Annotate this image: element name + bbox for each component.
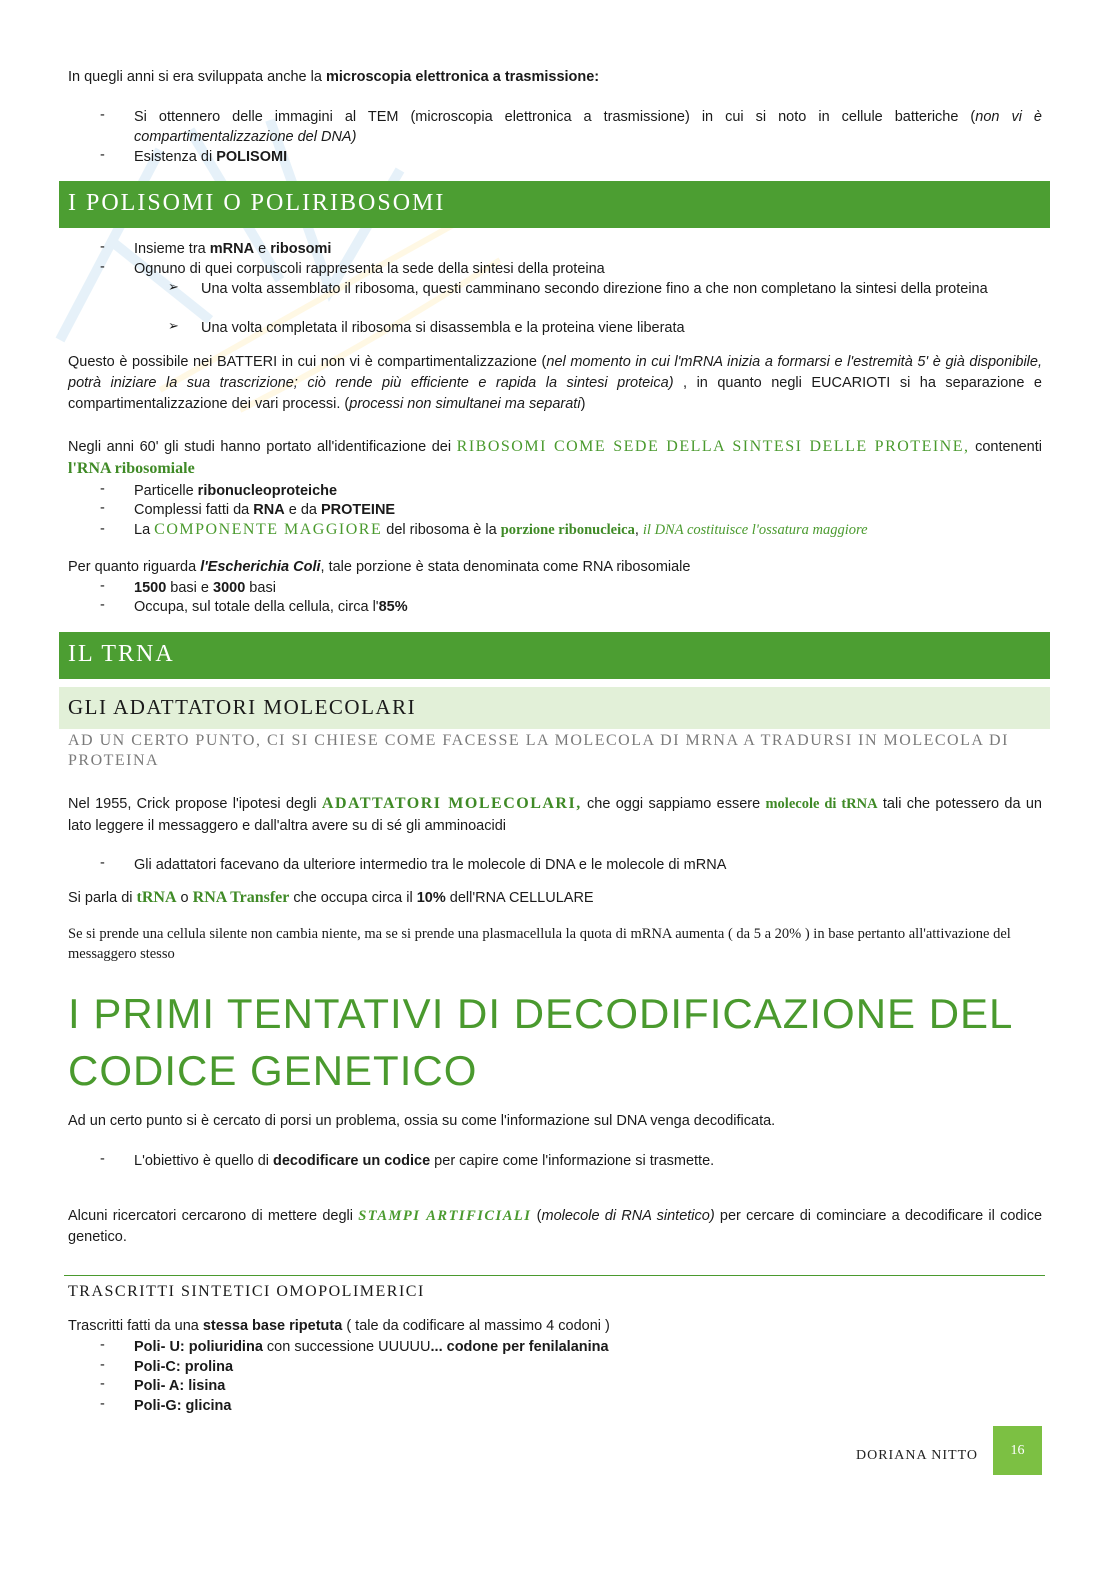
list-item: Si ottennero delle immagini al TEM (microscopia elettronica a trasmissione) in cui si noto in cellule batteriche (non vi è compartimentalizzazione del DNA): [134, 109, 1042, 145]
list-item: Occupa, sul totale della cellula, circa l'85%: [134, 599, 408, 615]
list-item: La COMPONENTE MAGGIORE del ribosoma è la porzione ribonucleica, il DNA costituisce l'ossatura maggiore: [134, 521, 868, 538]
page-number-badge: 16: [993, 1426, 1042, 1475]
bullet-dash: -: [100, 147, 105, 163]
bullet-dash: -: [100, 521, 105, 537]
bullet-dash: -: [100, 1151, 105, 1167]
sub-list-item: Una volta assemblato il ribosoma, questi camminano secondo direzione fino a che non completano la sintesi della proteina: [201, 281, 988, 297]
subsection-heading-trascritti: TRASCRITTI SINTETICI OMOPOLIMERICI: [68, 1283, 425, 1300]
sub-list-item: Una volta completata il ribosoma si disassembla e la proteina viene liberata: [201, 320, 685, 336]
bullet-dash: -: [100, 1357, 105, 1373]
list-item: Particelle ribonucleoproteiche: [134, 483, 338, 499]
paragraph: Trascritti fatti da una stessa base ripetuta ( tale da codificare al massimo 4 codoni ): [68, 1318, 610, 1334]
paragraph: Ad un certo punto si è cercato di porsi un problema, ossia su come l'informazione sul DNA venga decodificata.: [68, 1113, 776, 1129]
list-item: Poli-G: glicina: [134, 1398, 232, 1414]
bullet-dash: -: [100, 578, 105, 594]
bullet-dash: -: [100, 259, 105, 275]
bullet-dash: -: [100, 107, 105, 123]
section-divider: [64, 1275, 1045, 1276]
subsubsection-heading: AD UN CERTO PUNTO, CI SI CHIESE COME FACESSE LA MOLECOLA DI MRNA A TRADURSI IN MOLECOLA DI PROTEINA: [68, 732, 1009, 769]
chapter-title-line-2: CODICE GENETICO: [68, 1047, 478, 1094]
footer-author: DORIANA NITTO: [856, 1448, 979, 1463]
paragraph: Nel 1955, Crick propose l'ipotesi degli ADATTATORI MOLECOLARI, che oggi sappiamo essere molecole di tRNA tali che potessero da un lato leggere il messaggero e dall'altra avere su di sé gli amminoacidi: [68, 795, 1043, 834]
bullet-dash: -: [100, 597, 105, 613]
bullet-dash: -: [100, 1337, 105, 1353]
list-item: Poli- A: lisina: [134, 1378, 226, 1394]
intro-paragraph: In quegli anni si era sviluppata anche la microscopia elettronica a trasmissione:: [68, 69, 600, 85]
bullet-dash: -: [100, 855, 105, 871]
bullet-dash: -: [100, 481, 105, 497]
paragraph: Alcuni ricercatori cercarono di mettere degli STAMPI ARTIFICIALI (molecole di RNA sintetico) per cercare di cominciare a decodificare il codice genetico.: [68, 1208, 1043, 1245]
paragraph: Negli anni 60' gli studi hanno portato all'identificazione dei RIBOSOMI COME SEDE DELLA SINTESI DELLE PROTEINE, contenenti l'RNA ribosomiale: [68, 438, 1042, 477]
subsection-heading-adattatori: GLI ADATTATORI MOLECOLARI: [59, 687, 1050, 729]
paragraph: Per quanto riguarda l'Escherichia Coli, tale porzione è stata denominata come RNA ribosomiale: [68, 559, 691, 575]
list-item: Esistenza di POLISOMI: [134, 149, 288, 165]
arrow-bullet-icon: ➢: [168, 279, 179, 294]
list-item: 1500 basi e 3000 basi: [134, 580, 276, 596]
paragraph: Questo è possibile nei BATTERI in cui non vi è compartimentalizzazione (nel momento in cui l'mRNA inizia a formarsi e l'estremità 5' è già disponibile, potrà iniziare la sua trascrizione; ciò rende più efficiente e rapida la sintesi proteica) , in quanto negli EUCARIOTI si ha separazione e compartimentalizzazione dei vari processi. (processi non simultanei ma separati): [68, 354, 1042, 412]
chapter-title-line-1: I PRIMI TENTATIVI DI DECODIFICAZIONE DEL: [68, 990, 1014, 1037]
section-heading-polisomi: I POLISOMI O POLIRIBOSOMI: [59, 181, 1050, 228]
bullet-dash: -: [100, 1396, 105, 1412]
paragraph: Si parla di tRNA o RNA Transfer che occupa circa il 10% dell'RNA CELLULARE: [68, 889, 594, 906]
bullet-dash: -: [100, 500, 105, 516]
section-heading-trna: IL TRNA: [59, 632, 1050, 679]
bullet-dash: -: [100, 239, 105, 255]
list-item: Gli adattatori facevano da ulteriore intermedio tra le molecole di DNA e le molecole di mRNA: [134, 857, 727, 873]
arrow-bullet-icon: ➢: [168, 318, 179, 333]
list-item: Insieme tra mRNA e ribosomi: [134, 241, 332, 257]
list-item: Ognuno di quei corpuscoli rappresenta la sede della sintesi della proteina: [134, 261, 605, 277]
bullet-dash: -: [100, 1376, 105, 1392]
list-item: L'obiettivo è quello di decodificare un codice per capire come l'informazione si trasmette.: [134, 1153, 715, 1169]
paragraph: Se si prende una cellula silente non cambia niente, ma se si prende una plasmacellula la quota di mRNA aumenta ( da 5 a 20% ) in base pertanto all'attivazione del messaggero stesso: [68, 926, 1011, 962]
list-item: Poli-C: prolina: [134, 1359, 234, 1375]
list-item: Poli- U: poliuridina con successione UUUUU... codone per fenilalanina: [134, 1339, 609, 1355]
list-item: Complessi fatti da RNA e da PROTEINE: [134, 502, 396, 518]
